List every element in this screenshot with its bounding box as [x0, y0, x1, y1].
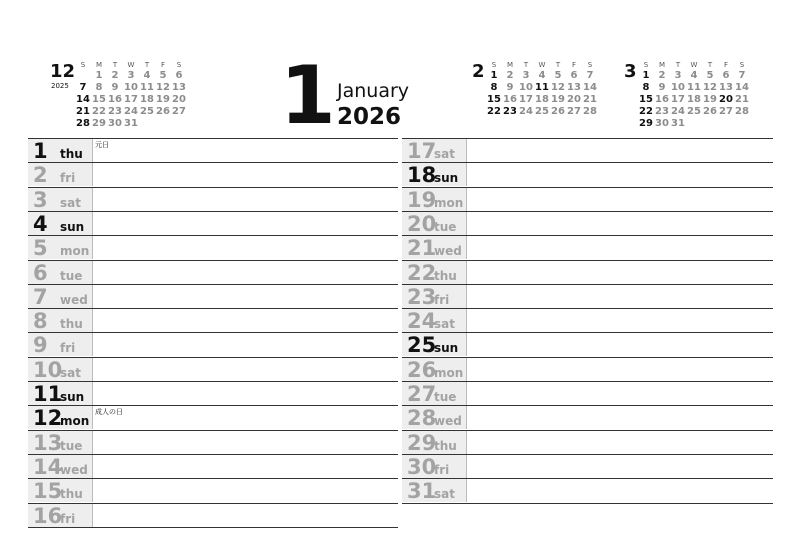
- mini-week-row: [75, 94, 187, 106]
- mini-date: 10: [671, 82, 685, 93]
- day-label-cell: [402, 212, 467, 235]
- day-of-week: sun: [434, 171, 459, 186]
- mini-date: 11: [687, 82, 701, 93]
- day-row[interactable]: [28, 162, 398, 186]
- day-label-cell: [28, 358, 93, 381]
- mini-date: 23: [503, 106, 517, 117]
- day-row[interactable]: [28, 381, 398, 405]
- mini-date: 4: [143, 70, 151, 81]
- mini-date: 3: [674, 70, 682, 81]
- day-of-week: fri: [434, 292, 450, 307]
- day-of-week: thu: [60, 487, 83, 502]
- day-label-cell: [28, 431, 93, 454]
- day-row[interactable]: [402, 162, 773, 186]
- day-number: 2: [33, 163, 48, 188]
- mini-week-row: [486, 94, 598, 106]
- mini-date: 7: [738, 70, 746, 81]
- day-row[interactable]: [402, 332, 773, 356]
- mini-weekday: T: [144, 61, 150, 69]
- day-row[interactable]: [28, 260, 398, 284]
- day-of-week: thu: [60, 317, 83, 332]
- column-bottom-rule: [402, 503, 773, 504]
- mini-date: [155, 118, 171, 130]
- mini-date: 11: [140, 82, 154, 93]
- day-of-week: fri: [60, 171, 76, 186]
- day-label-cell: [402, 358, 467, 381]
- day-row[interactable]: [402, 381, 773, 405]
- mini-date: 12: [703, 82, 717, 93]
- mini-date: 13: [172, 82, 186, 93]
- day-of-week: tue: [60, 438, 83, 453]
- mini-date: 16: [108, 94, 122, 105]
- day-label-cell: [28, 212, 93, 235]
- day-number: 19: [407, 187, 437, 212]
- day-label-cell: [402, 333, 467, 356]
- day-of-week: sat: [434, 487, 455, 502]
- day-of-week: tue: [434, 390, 457, 404]
- day-label-cell: [402, 382, 467, 405]
- mini-date: 1: [642, 70, 650, 81]
- mini-weekday: S: [587, 61, 593, 69]
- mini-date: 2: [506, 70, 514, 81]
- day-label-cell: [402, 479, 467, 502]
- mini-date: 21: [76, 106, 90, 117]
- day-label-cell: [402, 309, 467, 332]
- mini-date: 2: [111, 70, 119, 81]
- day-number: 10: [33, 357, 63, 382]
- mini-date: 7: [586, 70, 594, 81]
- day-row[interactable]: [402, 211, 773, 235]
- mini-date: 5: [159, 70, 167, 81]
- day-label-cell: [402, 261, 467, 284]
- day-of-week: fri: [60, 341, 76, 356]
- mini-date: 26: [156, 106, 170, 117]
- day-number: 27: [407, 382, 437, 406]
- mini-weekday: F: [160, 61, 166, 69]
- day-number: 13: [33, 430, 63, 455]
- mini-weekday: T: [707, 61, 713, 69]
- mini-weekday: T: [555, 61, 561, 69]
- mini-date: 19: [703, 94, 717, 105]
- mini-date: 3: [522, 70, 530, 81]
- day-of-week: sun: [60, 219, 85, 234]
- mini-month-number: 3: [624, 61, 637, 82]
- day-label-cell: [402, 163, 467, 186]
- mini-date: 14: [76, 94, 90, 105]
- day-row[interactable]: [402, 260, 773, 284]
- day-label-cell: [402, 455, 467, 478]
- mini-date: 6: [722, 70, 730, 81]
- mini-week-row: [638, 70, 750, 82]
- day-row[interactable]: [28, 211, 398, 235]
- day-number: 18: [407, 163, 437, 188]
- mini-date: 30: [655, 118, 669, 129]
- mini-weekday-header: [638, 60, 750, 70]
- mini-date: 24: [671, 106, 685, 117]
- day-row[interactable]: [28, 357, 398, 381]
- mini-week-row: [638, 106, 750, 118]
- day-label-cell: [28, 382, 93, 405]
- mini-date: 19: [156, 94, 170, 105]
- day-row[interactable]: [28, 430, 398, 454]
- day-number: 15: [33, 479, 63, 504]
- mini-date: [718, 118, 734, 130]
- day-of-week: fri: [60, 511, 76, 526]
- mini-date: 12: [156, 82, 170, 93]
- day-of-week: sun: [434, 341, 459, 356]
- mini-date: 19: [551, 94, 565, 105]
- month-name: January: [337, 80, 410, 102]
- mini-date: 22: [92, 106, 106, 117]
- day-number: 22: [407, 260, 437, 285]
- day-number: 1: [33, 139, 48, 163]
- mini-month-number: 12: [50, 61, 76, 82]
- day-number: 4: [33, 211, 48, 236]
- day-row[interactable]: [28, 138, 398, 162]
- mini-date: 14: [583, 82, 597, 93]
- day-row[interactable]: [28, 405, 398, 429]
- mini-date: 13: [719, 82, 733, 93]
- day-row[interactable]: [402, 138, 773, 162]
- day-of-week: fri: [434, 462, 450, 477]
- mini-grid: [75, 60, 187, 130]
- day-row[interactable]: [28, 478, 398, 502]
- day-number: 24: [407, 309, 437, 334]
- day-label-cell: [402, 188, 467, 211]
- holiday-note: 元日: [95, 141, 109, 149]
- mini-weekday: W: [538, 61, 546, 69]
- mini-date: [702, 118, 718, 130]
- mini-weekday: S: [176, 61, 182, 69]
- mini-weekday: T: [523, 61, 529, 69]
- mini-date: 2: [658, 70, 666, 81]
- mini-date: 13: [567, 82, 581, 93]
- day-row[interactable]: [28, 454, 398, 478]
- mini-date: 10: [124, 82, 138, 93]
- mini-date: 10: [519, 82, 533, 93]
- day-row[interactable]: [402, 430, 773, 454]
- day-number: 3: [33, 187, 48, 212]
- mini-week-row: [486, 106, 598, 118]
- day-number: 11: [33, 382, 63, 406]
- mini-date: 16: [503, 94, 517, 105]
- day-row[interactable]: [28, 284, 398, 308]
- mini-date: 20: [567, 94, 581, 105]
- mini-date: 16: [655, 94, 669, 105]
- mini-date: 11: [535, 82, 549, 93]
- day-label-cell: [28, 285, 93, 308]
- mini-weekday-header: [486, 60, 598, 70]
- day-label-cell: [28, 163, 93, 186]
- mini-date: 15: [92, 94, 106, 105]
- month-number: 1: [280, 49, 336, 142]
- mini-weekday: M: [95, 61, 103, 69]
- mini-week-row: [638, 94, 750, 106]
- mini-date: 7: [79, 82, 87, 93]
- mini-date: 1: [490, 70, 498, 81]
- mini-weekday: M: [658, 61, 666, 69]
- day-number: 29: [407, 430, 437, 455]
- mini-weekday: S: [643, 61, 649, 69]
- mini-weekday: W: [690, 61, 698, 69]
- day-row[interactable]: [402, 308, 773, 332]
- mini-date: 27: [567, 106, 581, 117]
- mini-week-row: [638, 82, 750, 94]
- day-label-cell: [28, 333, 93, 356]
- mini-date: 8: [642, 82, 650, 93]
- mini-date: 21: [735, 94, 749, 105]
- mini-date: 28: [583, 106, 597, 117]
- mini-grid: [486, 60, 598, 118]
- mini-date: 12: [551, 82, 565, 93]
- mini-date: 25: [535, 106, 549, 117]
- day-of-week: sat: [60, 365, 81, 380]
- mini-weekday-header: [75, 60, 187, 70]
- mini-date: [734, 118, 750, 130]
- day-row[interactable]: [28, 503, 398, 527]
- mini-date: 4: [538, 70, 546, 81]
- day-number: 9: [33, 333, 48, 358]
- mini-date: [75, 70, 91, 82]
- day-label-cell: [402, 431, 467, 454]
- mini-date: 9: [658, 82, 666, 93]
- day-row[interactable]: [402, 454, 773, 478]
- day-of-week: sat: [434, 147, 455, 161]
- day-row[interactable]: [28, 308, 398, 332]
- mini-weekday: S: [739, 61, 745, 69]
- day-row[interactable]: [28, 187, 398, 211]
- mini-date: 25: [687, 106, 701, 117]
- day-number: 6: [33, 260, 48, 285]
- day-label-cell: [28, 188, 93, 211]
- mini-date: 20: [172, 94, 186, 105]
- mini-date: 15: [487, 94, 501, 105]
- day-row[interactable]: [402, 284, 773, 308]
- mini-date: 26: [551, 106, 565, 117]
- day-of-week: mon: [434, 365, 464, 380]
- mini-month-number: 2: [472, 61, 485, 82]
- day-of-week: mon: [60, 414, 90, 429]
- mini-date: 5: [706, 70, 714, 81]
- day-row[interactable]: [28, 332, 398, 356]
- mini-date: 24: [124, 106, 138, 117]
- mini-date: [686, 118, 702, 130]
- mini-date: 8: [490, 82, 498, 93]
- day-of-week: thu: [434, 438, 457, 453]
- mini-date: 23: [655, 106, 669, 117]
- mini-weekday: S: [80, 61, 86, 69]
- mini-date: 27: [172, 106, 186, 117]
- day-label-cell: [402, 285, 467, 308]
- mini-date: 4: [690, 70, 698, 81]
- mini-week-row: [75, 106, 187, 118]
- mini-grid: [638, 60, 750, 130]
- mini-date: 22: [639, 106, 653, 117]
- mini-date: 14: [735, 82, 749, 93]
- day-number: 30: [407, 454, 437, 479]
- day-row[interactable]: [402, 478, 773, 502]
- year: 2026: [337, 104, 402, 130]
- mini-date: 9: [111, 82, 119, 93]
- day-number: 23: [407, 284, 437, 309]
- day-of-week: wed: [60, 292, 88, 307]
- day-of-week: wed: [434, 414, 462, 429]
- mini-date: 3: [127, 70, 135, 81]
- mini-date: 28: [76, 118, 90, 129]
- day-of-week: sat: [434, 317, 455, 332]
- mini-date: 6: [570, 70, 578, 81]
- mini-date: 15: [639, 94, 653, 105]
- mini-week-row: [486, 82, 598, 94]
- mini-date: 29: [92, 118, 106, 129]
- mini-date: 17: [124, 94, 138, 105]
- mini-date: 28: [735, 106, 749, 117]
- mini-weekday: S: [491, 61, 497, 69]
- day-number: 26: [407, 357, 437, 382]
- day-number: 20: [407, 211, 437, 236]
- mini-date: 27: [719, 106, 733, 117]
- mini-date: 5: [554, 70, 562, 81]
- mini-date: 17: [519, 94, 533, 105]
- mini-date: 18: [687, 94, 701, 105]
- mini-weekday: T: [112, 61, 118, 69]
- day-of-week: thu: [434, 268, 457, 283]
- day-of-week: mon: [434, 195, 464, 210]
- mini-weekday: W: [127, 61, 135, 69]
- day-of-week: wed: [434, 244, 462, 259]
- mini-date: 18: [140, 94, 154, 105]
- mini-weekday: F: [571, 61, 577, 69]
- mini-week-row: [638, 118, 750, 130]
- day-row[interactable]: [402, 357, 773, 381]
- mini-date: 29: [639, 118, 653, 129]
- day-row[interactable]: [402, 187, 773, 211]
- day-number: 8: [33, 309, 48, 334]
- day-row[interactable]: [402, 405, 773, 429]
- mini-week-row: [75, 118, 187, 130]
- day-row[interactable]: [402, 235, 773, 259]
- mini-weekday: F: [723, 61, 729, 69]
- mini-week-row: [75, 70, 187, 82]
- day-label-cell: [28, 455, 93, 478]
- column-bottom-rule: [28, 527, 398, 528]
- mini-date: 23: [108, 106, 122, 117]
- day-label-cell: [28, 406, 93, 429]
- mini-date: 22: [487, 106, 501, 117]
- day-label-cell: [28, 309, 93, 332]
- day-number: 31: [407, 479, 437, 504]
- day-label-cell: [28, 139, 93, 162]
- mini-date: 6: [175, 70, 183, 81]
- mini-date: 30: [108, 118, 122, 129]
- day-number: 5: [33, 236, 48, 261]
- mini-date: 31: [124, 118, 138, 129]
- mini-date: 20: [719, 94, 733, 105]
- day-label-cell: [28, 479, 93, 502]
- day-row[interactable]: [28, 235, 398, 259]
- mini-weekday: T: [675, 61, 681, 69]
- day-number: 12: [33, 406, 63, 431]
- holiday-note: 成人の日: [95, 408, 123, 417]
- day-of-week: thu: [60, 147, 83, 161]
- day-number: 21: [407, 236, 437, 261]
- mini-date: 18: [535, 94, 549, 105]
- day-label-cell: [28, 504, 93, 527]
- mini-date: [171, 118, 187, 130]
- day-of-week: tue: [434, 219, 457, 234]
- mini-date: 17: [671, 94, 685, 105]
- day-label-cell: [28, 236, 93, 259]
- day-of-week: tue: [60, 268, 83, 283]
- mini-date: 9: [506, 82, 514, 93]
- day-label-cell: [402, 406, 467, 429]
- mini-date: 21: [583, 94, 597, 105]
- day-number: 28: [407, 406, 437, 431]
- mini-date: 24: [519, 106, 533, 117]
- mini-date: 26: [703, 106, 717, 117]
- day-number: 16: [33, 503, 63, 528]
- day-of-week: wed: [60, 462, 88, 477]
- day-of-week: sun: [60, 390, 85, 404]
- day-label-cell: [402, 139, 467, 162]
- day-of-week: sat: [60, 195, 81, 210]
- mini-date: 25: [140, 106, 154, 117]
- day-number: 17: [407, 139, 437, 163]
- day-number: 14: [33, 454, 63, 479]
- mini-date: [139, 118, 155, 130]
- mini-week-row: [75, 82, 187, 94]
- mini-week-row: [486, 70, 598, 82]
- day-of-week: mon: [60, 244, 90, 259]
- mini-date: 1: [95, 70, 103, 81]
- day-label-cell: [402, 236, 467, 259]
- mini-month-year: 2025: [51, 82, 69, 90]
- day-label-cell: [28, 261, 93, 284]
- day-number: 7: [33, 284, 48, 309]
- day-number: 25: [407, 333, 437, 358]
- mini-date: 31: [671, 118, 685, 129]
- mini-date: 8: [95, 82, 103, 93]
- mini-weekday: M: [506, 61, 514, 69]
